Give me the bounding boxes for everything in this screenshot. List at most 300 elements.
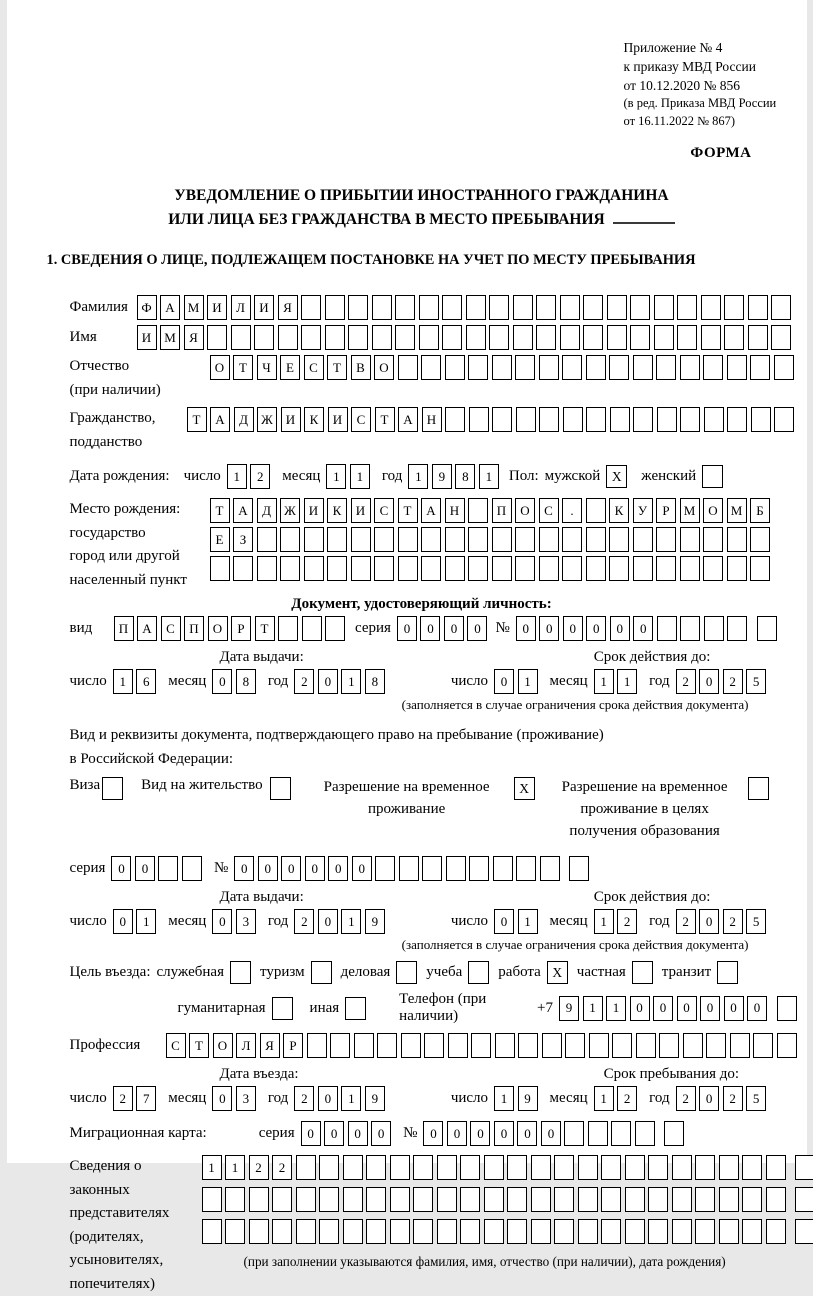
- char-cell[interactable]: М: [160, 325, 180, 350]
- char-cell[interactable]: [515, 527, 535, 552]
- char-cell[interactable]: [398, 556, 418, 581]
- char-cell[interactable]: [586, 355, 606, 380]
- char-cell[interactable]: [249, 1187, 269, 1212]
- char-cell[interactable]: 1: [136, 909, 156, 934]
- char-cell[interactable]: 1: [518, 909, 538, 934]
- char-cell[interactable]: [419, 295, 439, 320]
- char-cell[interactable]: [636, 1033, 656, 1058]
- char-cell[interactable]: [351, 556, 371, 581]
- char-cell[interactable]: 3: [236, 909, 256, 934]
- char-cell[interactable]: [742, 1219, 762, 1244]
- char-cell[interactable]: [771, 295, 791, 320]
- female-checkbox[interactable]: [702, 465, 723, 488]
- char-cell[interactable]: [539, 556, 559, 581]
- char-cell[interactable]: 0: [747, 996, 767, 1021]
- char-cell[interactable]: [664, 1121, 684, 1146]
- char-cell[interactable]: [589, 1033, 609, 1058]
- char-cell[interactable]: 1: [225, 1155, 245, 1180]
- char-cell[interactable]: [586, 556, 606, 581]
- char-cell[interactable]: [771, 325, 791, 350]
- char-cell[interactable]: [445, 527, 465, 552]
- char-cell[interactable]: [398, 527, 418, 552]
- char-cell[interactable]: [633, 355, 653, 380]
- char-cell[interactable]: [343, 1187, 363, 1212]
- char-cell[interactable]: Л: [231, 295, 251, 320]
- char-cell[interactable]: [560, 325, 580, 350]
- char-cell[interactable]: [421, 556, 441, 581]
- char-cell[interactable]: 2: [676, 669, 696, 694]
- char-cell[interactable]: 0: [420, 616, 440, 641]
- char-cell[interactable]: [296, 1219, 316, 1244]
- char-cell[interactable]: [301, 325, 321, 350]
- char-cell[interactable]: [748, 295, 768, 320]
- char-cell[interactable]: [750, 556, 770, 581]
- char-cell[interactable]: 2: [676, 909, 696, 934]
- edu-permit-checkbox[interactable]: [748, 777, 769, 800]
- char-cell[interactable]: [607, 295, 627, 320]
- char-cell[interactable]: З: [233, 527, 253, 552]
- char-cell[interactable]: 5: [746, 669, 766, 694]
- char-cell[interactable]: [304, 527, 324, 552]
- char-cell[interactable]: [468, 556, 488, 581]
- char-cell[interactable]: И: [207, 295, 227, 320]
- char-cell[interactable]: [319, 1155, 339, 1180]
- char-cell[interactable]: С: [374, 498, 394, 523]
- char-cell[interactable]: [672, 1187, 692, 1212]
- char-cell[interactable]: [601, 1219, 621, 1244]
- char-cell[interactable]: [774, 355, 794, 380]
- char-cell[interactable]: [413, 1219, 433, 1244]
- char-cell[interactable]: [654, 295, 674, 320]
- char-cell[interactable]: [466, 325, 486, 350]
- char-cell[interactable]: [706, 1033, 726, 1058]
- char-cell[interactable]: Р: [283, 1033, 303, 1058]
- char-cell[interactable]: [442, 295, 462, 320]
- char-cell[interactable]: [542, 1033, 562, 1058]
- char-cell[interactable]: [612, 1033, 632, 1058]
- char-cell[interactable]: 0: [541, 1121, 561, 1146]
- char-cell[interactable]: [437, 1155, 457, 1180]
- char-cell[interactable]: [272, 1187, 292, 1212]
- char-cell[interactable]: [413, 1187, 433, 1212]
- char-cell[interactable]: [672, 1155, 692, 1180]
- char-cell[interactable]: [633, 556, 653, 581]
- char-cell[interactable]: 0: [699, 669, 719, 694]
- char-cell[interactable]: [753, 1033, 773, 1058]
- char-cell[interactable]: [565, 1033, 585, 1058]
- char-cell[interactable]: 1: [594, 1086, 614, 1111]
- char-cell[interactable]: [419, 325, 439, 350]
- char-cell[interactable]: [727, 527, 747, 552]
- char-cell[interactable]: [757, 616, 777, 641]
- char-cell[interactable]: [492, 355, 512, 380]
- char-cell[interactable]: 2: [294, 1086, 314, 1111]
- char-cell[interactable]: [648, 1219, 668, 1244]
- char-cell[interactable]: 2: [294, 669, 314, 694]
- char-cell[interactable]: [583, 325, 603, 350]
- char-cell[interactable]: К: [609, 498, 629, 523]
- char-cell[interactable]: [727, 355, 747, 380]
- char-cell[interactable]: 0: [305, 856, 325, 881]
- char-cell[interactable]: 1: [606, 996, 626, 1021]
- char-cell[interactable]: [302, 616, 322, 641]
- char-cell[interactable]: Ф: [137, 295, 157, 320]
- char-cell[interactable]: 0: [494, 1121, 514, 1146]
- char-cell[interactable]: 1: [583, 996, 603, 1021]
- char-cell[interactable]: [507, 1219, 527, 1244]
- char-cell[interactable]: [468, 355, 488, 380]
- char-cell[interactable]: [748, 325, 768, 350]
- char-cell[interactable]: 7: [136, 1086, 156, 1111]
- char-cell[interactable]: [327, 527, 347, 552]
- char-cell[interactable]: А: [160, 295, 180, 320]
- char-cell[interactable]: [515, 355, 535, 380]
- char-cell[interactable]: [516, 407, 536, 432]
- char-cell[interactable]: [319, 1219, 339, 1244]
- char-cell[interactable]: 8: [455, 464, 475, 489]
- char-cell[interactable]: 0: [700, 996, 720, 1021]
- char-cell[interactable]: [766, 1187, 786, 1212]
- char-cell[interactable]: 9: [559, 996, 579, 1021]
- char-cell[interactable]: [683, 1033, 703, 1058]
- char-cell[interactable]: [469, 856, 489, 881]
- purpose-tourism-checkbox[interactable]: [311, 961, 332, 984]
- char-cell[interactable]: [677, 295, 697, 320]
- char-cell[interactable]: Я: [260, 1033, 280, 1058]
- char-cell[interactable]: [280, 527, 300, 552]
- char-cell[interactable]: П: [114, 616, 134, 641]
- char-cell[interactable]: 0: [318, 909, 338, 934]
- char-cell[interactable]: 0: [423, 1121, 443, 1146]
- char-cell[interactable]: [460, 1187, 480, 1212]
- char-cell[interactable]: [531, 1187, 551, 1212]
- char-cell[interactable]: [680, 355, 700, 380]
- char-cell[interactable]: 0: [699, 1086, 719, 1111]
- char-cell[interactable]: 6: [136, 669, 156, 694]
- char-cell[interactable]: [492, 407, 512, 432]
- char-cell[interactable]: 0: [517, 1121, 537, 1146]
- char-cell[interactable]: 2: [272, 1155, 292, 1180]
- char-cell[interactable]: 1: [202, 1155, 222, 1180]
- char-cell[interactable]: 8: [365, 669, 385, 694]
- char-cell[interactable]: 2: [294, 909, 314, 934]
- char-cell[interactable]: [774, 407, 794, 432]
- char-cell[interactable]: [210, 556, 230, 581]
- char-cell[interactable]: [766, 1155, 786, 1180]
- char-cell[interactable]: 0: [467, 616, 487, 641]
- char-cell[interactable]: [366, 1155, 386, 1180]
- char-cell[interactable]: [445, 556, 465, 581]
- char-cell[interactable]: [495, 1033, 515, 1058]
- char-cell[interactable]: И: [137, 325, 157, 350]
- char-cell[interactable]: [343, 1219, 363, 1244]
- char-cell[interactable]: В: [351, 355, 371, 380]
- char-cell[interactable]: 5: [746, 1086, 766, 1111]
- char-cell[interactable]: [625, 1219, 645, 1244]
- char-cell[interactable]: О: [208, 616, 228, 641]
- char-cell[interactable]: [633, 527, 653, 552]
- char-cell[interactable]: [202, 1187, 222, 1212]
- char-cell[interactable]: К: [327, 498, 347, 523]
- char-cell[interactable]: 0: [212, 1086, 232, 1111]
- char-cell[interactable]: С: [351, 407, 371, 432]
- char-cell[interactable]: 1: [594, 909, 614, 934]
- char-cell[interactable]: [413, 1155, 433, 1180]
- char-cell[interactable]: [672, 1219, 692, 1244]
- char-cell[interactable]: 9: [518, 1086, 538, 1111]
- char-cell[interactable]: М: [727, 498, 747, 523]
- char-cell[interactable]: [390, 1155, 410, 1180]
- char-cell[interactable]: 1: [341, 1086, 361, 1111]
- char-cell[interactable]: [680, 527, 700, 552]
- char-cell[interactable]: [518, 1033, 538, 1058]
- char-cell[interactable]: 0: [610, 616, 630, 641]
- char-cell[interactable]: [516, 856, 536, 881]
- char-cell[interactable]: [307, 1033, 327, 1058]
- char-cell[interactable]: И: [281, 407, 301, 432]
- char-cell[interactable]: .: [562, 498, 582, 523]
- char-cell[interactable]: 2: [723, 909, 743, 934]
- char-cell[interactable]: [325, 325, 345, 350]
- char-cell[interactable]: Р: [231, 616, 251, 641]
- char-cell[interactable]: [704, 407, 724, 432]
- char-cell[interactable]: 0: [494, 669, 514, 694]
- char-cell[interactable]: 0: [539, 616, 559, 641]
- char-cell[interactable]: 1: [350, 464, 370, 489]
- char-cell[interactable]: [727, 616, 747, 641]
- char-cell[interactable]: М: [680, 498, 700, 523]
- char-cell[interactable]: [471, 1033, 491, 1058]
- residence-checkbox[interactable]: [270, 777, 291, 800]
- char-cell[interactable]: [399, 856, 419, 881]
- char-cell[interactable]: 2: [113, 1086, 133, 1111]
- char-cell[interactable]: [536, 325, 556, 350]
- char-cell[interactable]: К: [304, 407, 324, 432]
- char-cell[interactable]: 9: [365, 1086, 385, 1111]
- char-cell[interactable]: [562, 556, 582, 581]
- char-cell[interactable]: [777, 996, 797, 1021]
- char-cell[interactable]: [401, 1033, 421, 1058]
- char-cell[interactable]: [202, 1219, 222, 1244]
- char-cell[interactable]: Т: [189, 1033, 209, 1058]
- char-cell[interactable]: [742, 1187, 762, 1212]
- char-cell[interactable]: [374, 556, 394, 581]
- char-cell[interactable]: [677, 325, 697, 350]
- char-cell[interactable]: [257, 527, 277, 552]
- char-cell[interactable]: [348, 295, 368, 320]
- char-cell[interactable]: [445, 355, 465, 380]
- char-cell[interactable]: [343, 1155, 363, 1180]
- char-cell[interactable]: 2: [617, 909, 637, 934]
- char-cell[interactable]: У: [633, 498, 653, 523]
- char-cell[interactable]: 0: [281, 856, 301, 881]
- char-cell[interactable]: [468, 527, 488, 552]
- char-cell[interactable]: 2: [617, 1086, 637, 1111]
- char-cell[interactable]: [484, 1219, 504, 1244]
- char-cell[interactable]: [446, 856, 466, 881]
- char-cell[interactable]: 0: [234, 856, 254, 881]
- char-cell[interactable]: О: [515, 498, 535, 523]
- char-cell[interactable]: [492, 556, 512, 581]
- char-cell[interactable]: [422, 856, 442, 881]
- purpose-business-checkbox[interactable]: [396, 961, 417, 984]
- char-cell[interactable]: 1: [408, 464, 428, 489]
- char-cell[interactable]: Ж: [257, 407, 277, 432]
- char-cell[interactable]: [421, 355, 441, 380]
- char-cell[interactable]: О: [213, 1033, 233, 1058]
- char-cell[interactable]: 0: [470, 1121, 490, 1146]
- char-cell[interactable]: [610, 407, 630, 432]
- char-cell[interactable]: А: [137, 616, 157, 641]
- char-cell[interactable]: [225, 1219, 245, 1244]
- char-cell[interactable]: [225, 1187, 245, 1212]
- char-cell[interactable]: [586, 498, 606, 523]
- char-cell[interactable]: Т: [187, 407, 207, 432]
- char-cell[interactable]: [578, 1219, 598, 1244]
- char-cell[interactable]: Ч: [257, 355, 277, 380]
- char-cell[interactable]: Б: [750, 498, 770, 523]
- char-cell[interactable]: [437, 1219, 457, 1244]
- char-cell[interactable]: Я: [278, 295, 298, 320]
- char-cell[interactable]: 3: [236, 1086, 256, 1111]
- char-cell[interactable]: 0: [212, 669, 232, 694]
- purpose-study-checkbox[interactable]: [468, 961, 489, 984]
- char-cell[interactable]: Т: [233, 355, 253, 380]
- char-cell[interactable]: [377, 1033, 397, 1058]
- char-cell[interactable]: 0: [563, 616, 583, 641]
- char-cell[interactable]: [249, 1219, 269, 1244]
- char-cell[interactable]: [493, 856, 513, 881]
- char-cell[interactable]: А: [210, 407, 230, 432]
- char-cell[interactable]: Т: [255, 616, 275, 641]
- char-cell[interactable]: [507, 1187, 527, 1212]
- char-cell[interactable]: [648, 1155, 668, 1180]
- char-cell[interactable]: 8: [236, 669, 256, 694]
- char-cell[interactable]: [539, 355, 559, 380]
- char-cell[interactable]: 0: [324, 1121, 344, 1146]
- char-cell[interactable]: Т: [327, 355, 347, 380]
- char-cell[interactable]: [484, 1187, 504, 1212]
- char-cell[interactable]: Н: [422, 407, 442, 432]
- char-cell[interactable]: [609, 556, 629, 581]
- char-cell[interactable]: [372, 325, 392, 350]
- char-cell[interactable]: 9: [365, 909, 385, 934]
- char-cell[interactable]: [635, 1121, 655, 1146]
- char-cell[interactable]: [654, 325, 674, 350]
- char-cell[interactable]: [656, 355, 676, 380]
- char-cell[interactable]: [507, 1155, 527, 1180]
- char-cell[interactable]: [304, 556, 324, 581]
- char-cell[interactable]: [563, 407, 583, 432]
- char-cell[interactable]: 0: [258, 856, 278, 881]
- char-cell[interactable]: 1: [494, 1086, 514, 1111]
- char-cell[interactable]: [539, 527, 559, 552]
- char-cell[interactable]: Е: [210, 527, 230, 552]
- char-cell[interactable]: Р: [656, 498, 676, 523]
- char-cell[interactable]: А: [421, 498, 441, 523]
- purpose-private-checkbox[interactable]: [632, 961, 653, 984]
- char-cell[interactable]: [327, 556, 347, 581]
- char-cell[interactable]: [398, 355, 418, 380]
- char-cell[interactable]: 0: [135, 856, 155, 881]
- char-cell[interactable]: 0: [724, 996, 744, 1021]
- char-cell[interactable]: [421, 527, 441, 552]
- char-cell[interactable]: Т: [210, 498, 230, 523]
- char-cell[interactable]: [539, 407, 559, 432]
- char-cell[interactable]: Т: [398, 498, 418, 523]
- char-cell[interactable]: 0: [494, 909, 514, 934]
- char-cell[interactable]: 0: [397, 616, 417, 641]
- char-cell[interactable]: [704, 616, 724, 641]
- char-cell[interactable]: 0: [371, 1121, 391, 1146]
- char-cell[interactable]: 0: [653, 996, 673, 1021]
- char-cell[interactable]: [611, 1121, 631, 1146]
- char-cell[interactable]: И: [304, 498, 324, 523]
- char-cell[interactable]: [701, 325, 721, 350]
- char-cell[interactable]: [492, 527, 512, 552]
- char-cell[interactable]: Л: [236, 1033, 256, 1058]
- char-cell[interactable]: [354, 1033, 374, 1058]
- char-cell[interactable]: [325, 616, 345, 641]
- char-cell[interactable]: 0: [212, 909, 232, 934]
- char-cell[interactable]: [695, 1155, 715, 1180]
- char-cell[interactable]: [630, 295, 650, 320]
- char-cell[interactable]: [296, 1187, 316, 1212]
- char-cell[interactable]: [158, 856, 178, 881]
- char-cell[interactable]: [727, 556, 747, 581]
- purpose-humanitarian-checkbox[interactable]: [272, 997, 293, 1020]
- char-cell[interactable]: [730, 1033, 750, 1058]
- char-cell[interactable]: 1: [594, 669, 614, 694]
- char-cell[interactable]: [564, 1121, 584, 1146]
- char-cell[interactable]: 5: [746, 909, 766, 934]
- char-cell[interactable]: 0: [633, 616, 653, 641]
- char-cell[interactable]: [554, 1219, 574, 1244]
- char-cell[interactable]: [719, 1155, 739, 1180]
- char-cell[interactable]: [460, 1219, 480, 1244]
- char-cell[interactable]: 0: [699, 909, 719, 934]
- purpose-other-checkbox[interactable]: [345, 997, 366, 1020]
- char-cell[interactable]: П: [184, 616, 204, 641]
- char-cell[interactable]: [695, 1219, 715, 1244]
- char-cell[interactable]: [366, 1187, 386, 1212]
- char-cell[interactable]: [719, 1187, 739, 1212]
- char-cell[interactable]: [607, 325, 627, 350]
- char-cell[interactable]: 0: [630, 996, 650, 1021]
- char-cell[interactable]: 0: [318, 669, 338, 694]
- char-cell[interactable]: 1: [518, 669, 538, 694]
- char-cell[interactable]: 0: [447, 1121, 467, 1146]
- char-cell[interactable]: И: [351, 498, 371, 523]
- char-cell[interactable]: [656, 556, 676, 581]
- char-cell[interactable]: [182, 856, 202, 881]
- char-cell[interactable]: [609, 527, 629, 552]
- char-cell[interactable]: 0: [586, 616, 606, 641]
- char-cell[interactable]: 0: [444, 616, 464, 641]
- char-cell[interactable]: С: [161, 616, 181, 641]
- char-cell[interactable]: 1: [227, 464, 247, 489]
- char-cell[interactable]: Ж: [280, 498, 300, 523]
- temp-permit-checkbox[interactable]: X: [514, 777, 535, 800]
- char-cell[interactable]: [724, 325, 744, 350]
- visa-checkbox[interactable]: [102, 777, 123, 800]
- char-cell[interactable]: [489, 325, 509, 350]
- char-cell[interactable]: М: [184, 295, 204, 320]
- char-cell[interactable]: [659, 1033, 679, 1058]
- char-cell[interactable]: [366, 1219, 386, 1244]
- char-cell[interactable]: Т: [375, 407, 395, 432]
- char-cell[interactable]: [460, 1155, 480, 1180]
